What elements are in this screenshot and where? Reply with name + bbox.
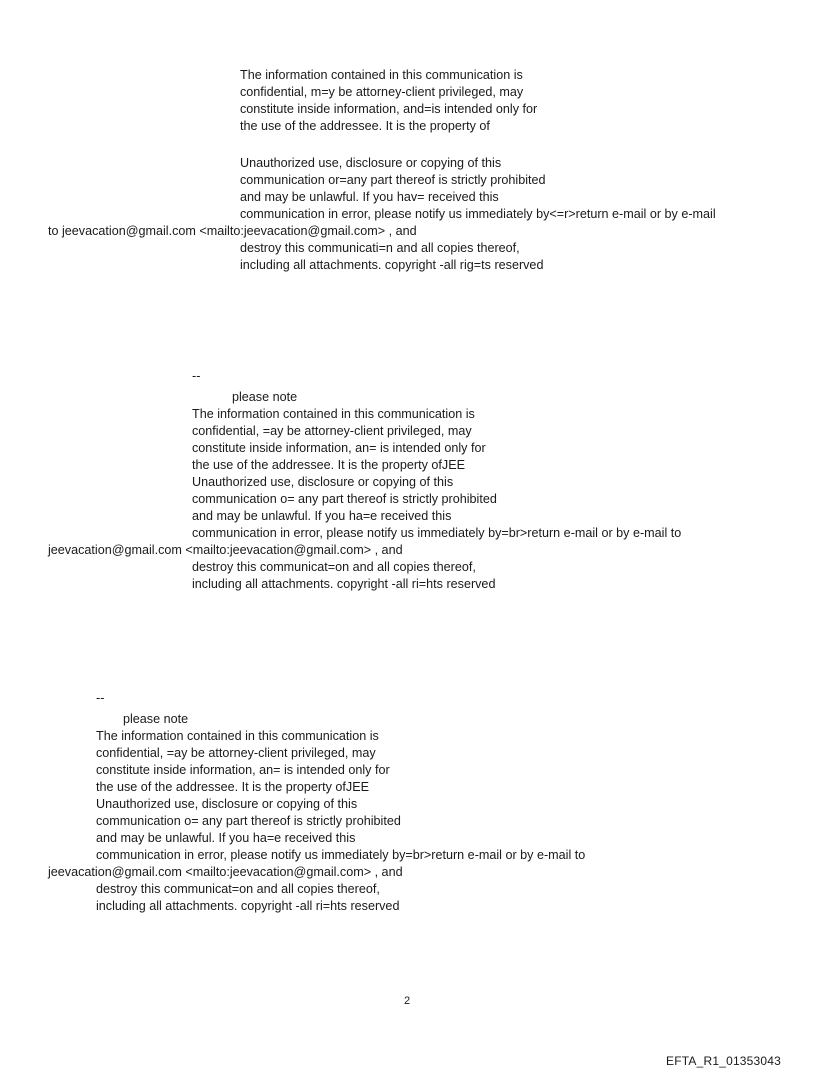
text-line: jeevacation@gmail.com <mailto:jeevacation@gmail.com> , and	[48, 865, 403, 879]
text-line: including all attachments. copyright -all ri=hts reserved	[192, 577, 496, 591]
text-line: Unauthorized use, disclosure or copying of this	[240, 156, 502, 170]
text-line: confidential, =ay be attorney-client privileged, may	[192, 424, 472, 438]
text-line: confidential, m=y be attorney-client privileged, may	[240, 85, 524, 99]
text-line: communication or=any part thereof is strictly prohibited	[240, 173, 546, 187]
text-line: jeevacation@gmail.com <mailto:jeevacation@gmail.com> , and	[48, 543, 403, 557]
text-line: the use of the addressee. It is the property ofJEE	[96, 780, 370, 794]
text-line: to jeevacation@gmail.com <mailto:jeevacation@gmail.com> , and	[48, 224, 417, 238]
text-line: the use of the addressee. It is the property ofJEE	[192, 458, 466, 472]
text-line: including all attachments. copyright -all ri=hts reserved	[96, 899, 400, 913]
text-line: destroy this communicat=on and all copies thereof,	[192, 560, 476, 574]
text-line: The information contained in this communication is	[240, 68, 523, 82]
text-line: communication in error, please notify us immediately by=br>return e-mail or by e-mail to	[192, 526, 682, 540]
bates-number: EFTA_R1_01353043	[666, 1054, 782, 1068]
text-line: Unauthorized use, disclosure or copying of this	[96, 797, 358, 811]
text-line: confidential, =ay be attorney-client privileged, may	[96, 746, 376, 760]
text-line: constitute inside information, and=is intended only for	[240, 102, 538, 116]
text-line: Unauthorized use, disclosure or copying of this	[192, 475, 454, 489]
page-number: 2	[404, 995, 411, 1007]
note-heading: please note	[232, 390, 298, 404]
text-line: constitute inside information, an= is intended only for	[96, 763, 390, 777]
text-line: communication o= any part thereof is strictly prohibited	[96, 814, 401, 828]
text-line: communication in error, please notify us immediately by<=r>return e-mail or by e-mail	[240, 207, 716, 221]
text-line: constitute inside information, an= is intended only for	[192, 441, 486, 455]
text-line: and may be unlawful. If you hav= received this	[240, 190, 499, 204]
text-line: and may be unlawful. If you ha=e received this	[96, 831, 356, 845]
text-line: including all attachments. copyright -all rig=ts reserved	[240, 258, 544, 272]
text-line: The information contained in this communication is	[96, 729, 379, 743]
separator: --	[192, 369, 201, 383]
separator: --	[96, 691, 105, 705]
note-heading: please note	[123, 712, 189, 726]
text-line: communication o= any part thereof is strictly prohibited	[192, 492, 497, 506]
text-line: communication in error, please notify us immediately by=br>return e-mail or by e-mail to	[96, 848, 586, 862]
text-line: destroy this communicati=n and all copies thereof,	[240, 241, 520, 255]
text-line: The information contained in this communication is	[192, 407, 475, 421]
text-line: the use of the addressee. It is the property of	[240, 119, 490, 133]
text-line: and may be unlawful. If you ha=e received this	[192, 509, 452, 523]
text-line: destroy this communicat=on and all copies thereof,	[96, 882, 380, 896]
